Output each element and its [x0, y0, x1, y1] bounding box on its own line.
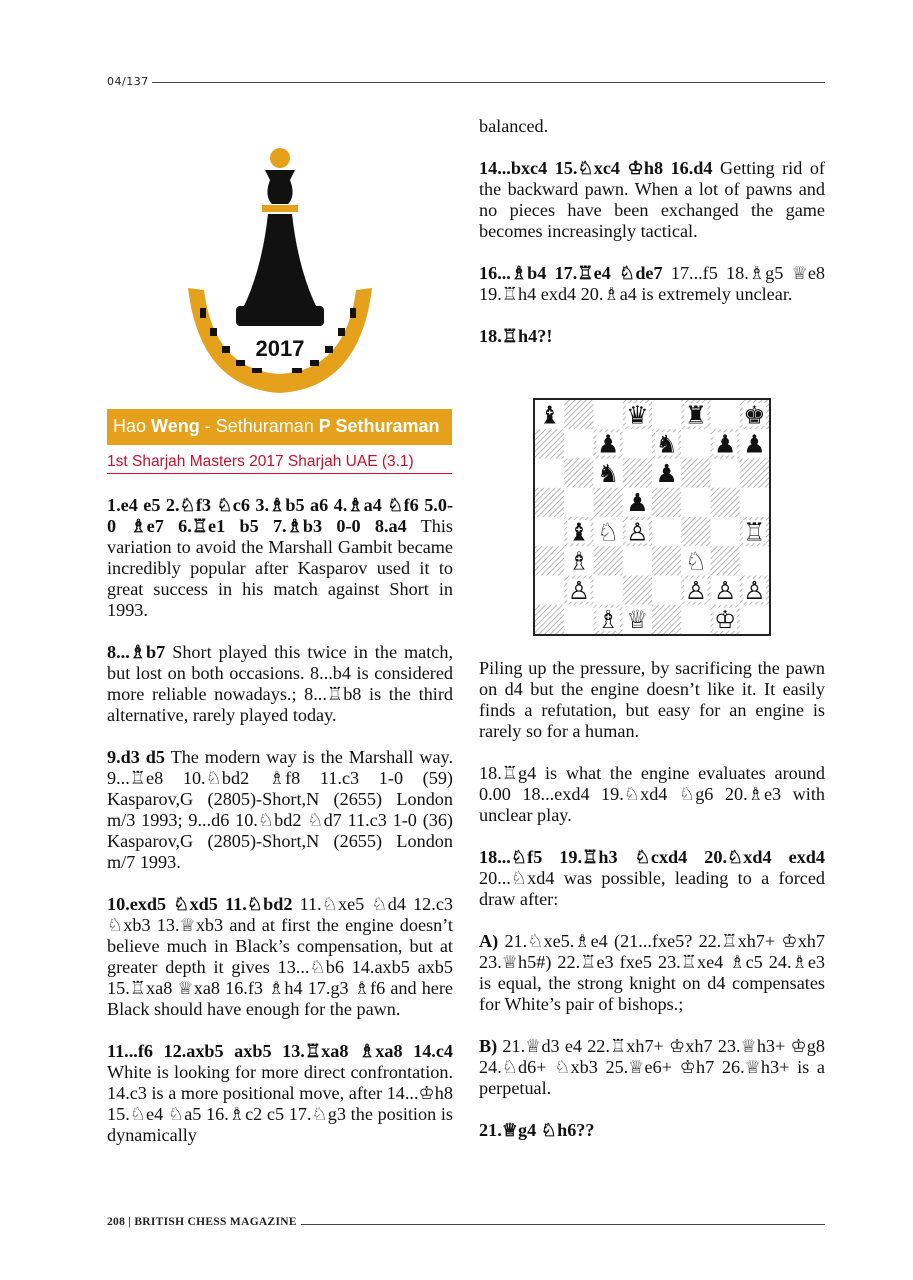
white-pawn-icon: ♙ [743, 575, 766, 605]
light-square [623, 429, 652, 458]
dark-square [623, 576, 652, 605]
moves: 10.exd5 ♘xd5 11.♘bd2 [107, 894, 293, 914]
paragraph [479, 1120, 825, 1141]
dark-square [652, 488, 681, 517]
white-player-last: Weng [151, 416, 200, 436]
dark-square [594, 546, 623, 575]
light-square [652, 576, 681, 605]
black-bishop-icon: ♝ [567, 517, 591, 547]
light-square [740, 488, 769, 517]
paragraph [479, 263, 825, 305]
dark-square [681, 517, 710, 546]
commentary: Getting rid of the backward pawn. When a lot of pawns and no pieces have been exchanged the game becomes increasingly tactical. [479, 158, 825, 241]
dark-square [594, 488, 623, 517]
black-knight-icon: ♞ [655, 429, 678, 459]
paragraph [479, 326, 825, 347]
paragraph [107, 747, 453, 873]
sharjah-masters-logo [170, 138, 390, 398]
light-square [623, 546, 652, 575]
white-rook-icon: ♖ [743, 517, 766, 547]
commentary: 11.♘xe5 ♘d4 12.c3 ♘xb3 13.♕xb3 and at first the engine doesn’t believe much in Black’s compensation, but at greater depth it gives 13...♘b6 14.axb5 axb5 15.♖xa8 ♕xa8 16.f3 ♗h4 17.g3 ♗f6 and here Black should have enough for the pawn. [107, 894, 453, 1019]
black-pawn-icon: ♟ [743, 429, 766, 459]
paragraph [479, 116, 825, 137]
variation-label: A) [479, 931, 499, 951]
header-divider [107, 82, 825, 83]
white-queen-icon: ♕ [626, 605, 649, 634]
light-square [535, 517, 564, 546]
variation-label: B) [479, 1036, 498, 1056]
game-event: 1st Sharjah Masters 2017 Sharjah UAE (3.1) [107, 453, 452, 474]
dark-square [652, 546, 681, 575]
white-pawn-icon: ♙ [567, 575, 591, 605]
paragraph [479, 1036, 825, 1099]
paragraph [107, 495, 453, 621]
commentary: The modern way is the Marshall way. 9...♖e8 10.♘bd2 ♗f8 11.c3 1-0 (59) Kasparov,G (2805)-Short,N (2655) London m/3 1993; 9...d6 10.♘bd2 ♘d7 11.c3 1-0 (36) Kasparov,G (2805)-Short,N (2655) London m/7 1993. [107, 747, 453, 872]
paragraph [107, 642, 453, 726]
queen-base [236, 306, 324, 326]
moves: 14...bxc4 15.♘xc4 ♔h8 16.d4 [479, 158, 713, 178]
right-column-bottom [479, 658, 825, 1162]
light-square [594, 400, 623, 429]
light-square [740, 546, 769, 575]
right-column-top [479, 116, 825, 368]
dark-square [711, 488, 740, 517]
dark-square [740, 459, 769, 488]
light-square [594, 576, 623, 605]
dark-square [681, 459, 710, 488]
queen-collar [262, 205, 298, 212]
logo-year: 2017 [255, 336, 305, 361]
commentary: 20...♘xd4 was possible, leading to a forced draw after: [479, 868, 825, 909]
commentary: Short played this twice in the match, but lost on both occasions. 8...b4 is considered more reliable nowadays.; 8...♖b8 is the third alternative, rarely played today. [107, 642, 453, 725]
commentary: 21.♘xe5.♗e4 (21...fxe5? 22.♖xh7+ ♔xh7 23.♕h5#) 22.♖e3 fxe5 23.♖xe4 ♗c5 24.♗e3 is equal, the strong knight on d4 compensates for White’s pair of bishops.; [479, 931, 825, 1014]
footer-text: 208 | BRITISH CHESS MAGAZINE [107, 1216, 301, 1228]
black-pawn-icon: ♟ [596, 429, 620, 459]
light-square [652, 400, 681, 429]
queen-body [244, 214, 316, 306]
page-indicator: 04/137 [107, 75, 152, 88]
footer-rule [107, 1216, 825, 1232]
light-square [711, 459, 740, 488]
paragraph [107, 894, 453, 1020]
black-bishop-icon: ♝ [538, 400, 561, 430]
black-pawn-icon: ♟ [655, 458, 678, 488]
game-players-banner [107, 409, 452, 445]
paragraph [479, 158, 825, 242]
chess-diagram [533, 398, 771, 636]
queen-head [267, 180, 292, 204]
light-square [564, 488, 593, 517]
commentary: Piling up the pressure, by sacrificing the pawn on d4 but the engine doesn’t like it. It easily finds a refutation, but easy for an engine is rarely so for a human. [479, 658, 825, 741]
white-pawn-icon: ♙ [684, 575, 708, 605]
commentary: 21.♕d3 e4 22.♖xh7+ ♔xh7 23.♕h3+ ♔g8 24.♘d6+ ♘xb3 25.♕e6+ ♔h7 26.♕h3+ is a perpetual. [479, 1036, 825, 1098]
dark-square [535, 488, 564, 517]
light-square [652, 517, 681, 546]
commentary: 17...f5 18.♗g5 ♕e8 19.♖h4 exd4 20.♗a4 is extremely unclear. [479, 263, 825, 304]
light-square [711, 517, 740, 546]
chess-board [535, 400, 769, 634]
light-square [711, 400, 740, 429]
players-separator: - [199, 416, 216, 436]
dark-square [711, 546, 740, 575]
white-knight-icon: ♘ [596, 517, 620, 547]
commentary: This variation to avoid the Marshall Gambit became incredibly popular after Kasparov used it to great success in his match against Short in 1993. [107, 516, 453, 620]
black-knight-icon: ♞ [596, 458, 620, 488]
black-king-icon: ♚ [743, 400, 766, 430]
white-pawn-icon: ♙ [626, 517, 649, 547]
white-bishop-icon: ♗ [596, 605, 620, 634]
dark-square [564, 400, 593, 429]
left-column [107, 495, 453, 1167]
white-player-first: Hao [113, 416, 147, 436]
moves: 9.d3 d5 [107, 747, 165, 767]
paragraph [479, 763, 825, 826]
light-square [535, 576, 564, 605]
light-square [535, 459, 564, 488]
light-square [564, 429, 593, 458]
white-pawn-icon: ♙ [713, 575, 737, 605]
white-king-icon: ♔ [713, 605, 737, 634]
black-queen-icon: ♛ [626, 400, 649, 430]
queen-crown-ball [270, 148, 290, 168]
paragraph [479, 658, 825, 742]
light-square [681, 429, 710, 458]
light-square [564, 605, 593, 634]
dark-square [535, 546, 564, 575]
black-pawn-icon: ♟ [626, 488, 649, 518]
black-player-last: P Sethuraman [318, 416, 440, 436]
white-bishop-icon: ♗ [567, 546, 591, 576]
dark-square [623, 459, 652, 488]
header-rule [107, 73, 825, 93]
moves: 18...♘f5 19.♖h3 ♘cxd4 20.♘xd4 exd4 [479, 847, 825, 867]
dark-square [535, 605, 564, 634]
commentary: 18.♖g4 is what the engine evaluates around 0.00 18...exd4 19.♘xd4 ♘g6 20.♗e3 with unclear play. [479, 763, 825, 825]
moves: 11...f6 12.axb5 axb5 13.♖xa8 ♗xa8 14.c4 [107, 1041, 453, 1061]
dark-square [652, 605, 681, 634]
light-square [681, 488, 710, 517]
moves: 8...♗b7 [107, 642, 166, 662]
light-square [681, 605, 710, 634]
dark-square [535, 429, 564, 458]
black-player-first: Sethuraman [215, 416, 314, 436]
commentary: White is looking for more direct confrontation. 14.c3 is a more positional move, after 14...♔h8 15.♘e4 ♘a5 16.♗c2 c5 17.♘g3 the position is dynamically [107, 1062, 453, 1145]
moves: 21.♕g4 ♘h6?? [479, 1120, 595, 1140]
paragraph [479, 847, 825, 910]
light-square [740, 605, 769, 634]
moves: 18.♖h4?! [479, 326, 553, 346]
white-knight-icon: ♘ [684, 546, 708, 576]
moves: 16...♗b4 17.♖e4 ♘de7 [479, 263, 663, 283]
queen-crown [265, 170, 295, 180]
moves: 1.e4 e5 2.♘f3 ♘c6 3.♗b5 a6 4.♗a4 ♘f6 5.0-0 ♗e7 6.♖e1 b5 7.♗b3 0-0 8.a4 [107, 495, 453, 536]
paragraph [107, 1041, 453, 1146]
dark-square [564, 459, 593, 488]
commentary: balanced. [479, 116, 549, 136]
black-rook-icon: ♜ [684, 400, 708, 430]
black-pawn-icon: ♟ [713, 429, 737, 459]
paragraph [479, 931, 825, 1015]
